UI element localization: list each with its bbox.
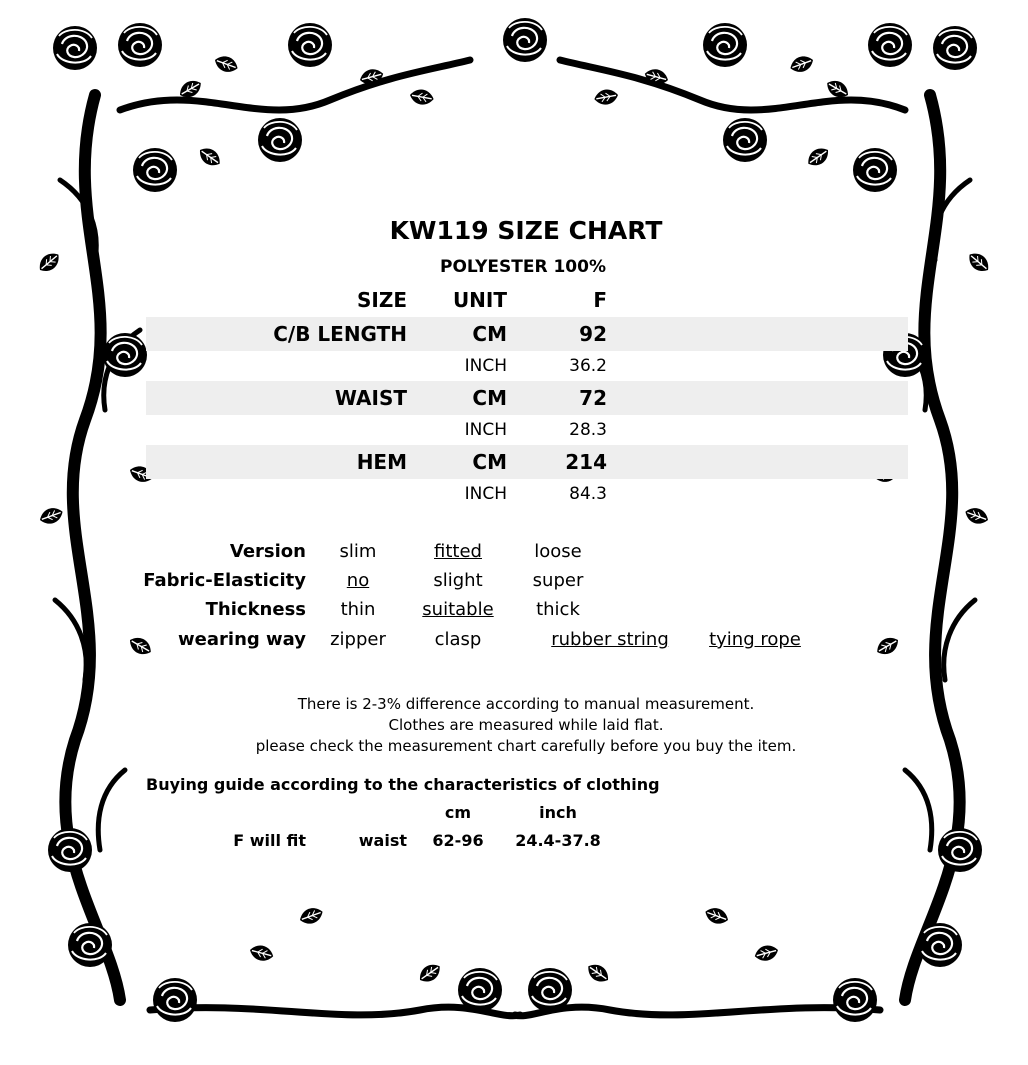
- unit-inch: INCH: [464, 420, 507, 440]
- measure-label: WAIST: [334, 386, 407, 410]
- note-line: please check the measurement chart carefully before you buy the item.: [255, 737, 797, 755]
- guide-inch-header: inch: [539, 803, 577, 822]
- note-line: Clothes are measured while laid flat.: [388, 716, 664, 734]
- guide-measure-label: waist: [358, 831, 407, 850]
- attribute-option: zipper: [330, 629, 386, 650]
- value-cm: 72: [579, 386, 607, 410]
- unit-inch: INCH: [464, 484, 507, 504]
- note-line: There is 2-3% difference according to manual measurement.: [297, 695, 755, 713]
- attribute-option-selected: no: [346, 570, 370, 591]
- measure-label: C/B LENGTH: [273, 322, 407, 346]
- guide-size-label: F will fit: [233, 831, 306, 850]
- guide-title: Buying guide according to the characteristics of clothing: [146, 775, 660, 794]
- attribute-option-selected: tying rope: [709, 629, 801, 650]
- guide-cm-value: 62-96: [432, 831, 484, 850]
- guide-cm-header: cm: [444, 803, 472, 822]
- value-cm: 92: [579, 322, 607, 346]
- value-inch: 28.3: [569, 420, 607, 440]
- attribute-option: slight: [433, 570, 483, 591]
- page-title: KW119 SIZE CHART: [389, 216, 663, 245]
- attribute-option: super: [532, 570, 584, 591]
- unit-cm: CM: [472, 322, 507, 346]
- size-header: SIZE: [356, 288, 407, 312]
- material-label: POLYESTER 100%: [440, 257, 606, 277]
- unit-cm: CM: [472, 386, 507, 410]
- value-inch: 36.2: [569, 356, 607, 376]
- attribute-label: Fabric-Elasticity: [143, 570, 306, 591]
- attribute-label: wearing way: [178, 629, 306, 650]
- value-cm: 214: [565, 450, 607, 474]
- attribute-option: clasp: [434, 629, 482, 650]
- f-header: F: [593, 288, 607, 312]
- unit-cm: CM: [472, 450, 507, 474]
- measure-label: HEM: [356, 450, 407, 474]
- attribute-option: slim: [339, 541, 377, 562]
- attribute-option-selected: fitted: [434, 541, 482, 562]
- attribute-label: Version: [229, 541, 306, 562]
- attribute-option: thick: [536, 599, 580, 620]
- attribute-option-selected: rubber string: [551, 629, 669, 650]
- attribute-option-selected: suitable: [422, 599, 494, 620]
- value-inch: 84.3: [569, 484, 607, 504]
- attribute-option: loose: [534, 541, 582, 562]
- guide-inch-value: 24.4-37.8: [515, 831, 601, 850]
- unit-inch: INCH: [464, 356, 507, 376]
- attribute-option: thin: [340, 599, 376, 620]
- attribute-label: Thickness: [205, 599, 306, 620]
- unit-header: UNIT: [452, 288, 507, 312]
